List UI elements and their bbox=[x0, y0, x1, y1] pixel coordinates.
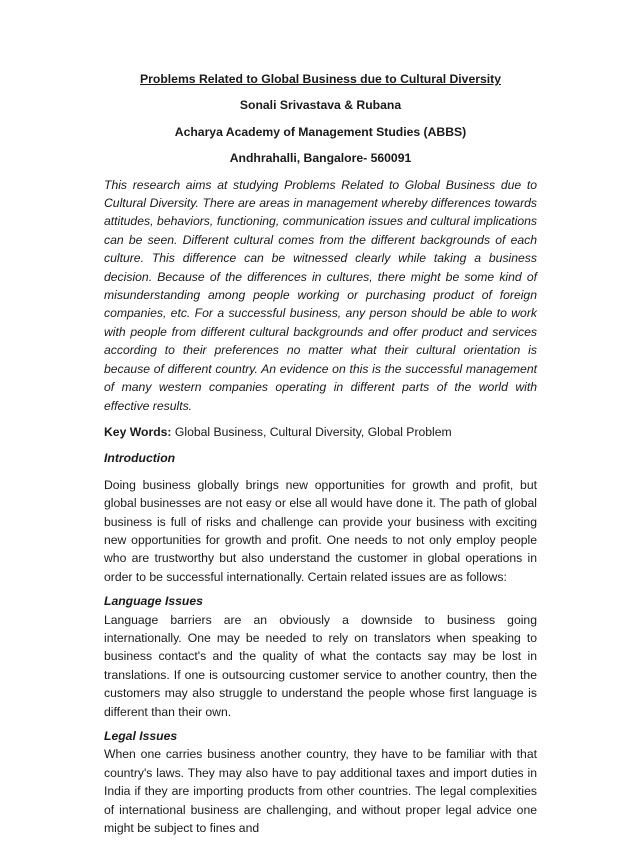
legal-issues-text: When one carries business another country, they have to be familiar with that country's laws. They may also have to pay additional taxes and import duties in India if they are importing products from other countries. The legal complexities of international business are challenging, and without proper legal advice one might be subject to fines and bbox=[104, 747, 537, 836]
paper-address: Andhrahalli, Bangalore- 560091 bbox=[229, 151, 412, 166]
introduction-heading: Introduction bbox=[104, 451, 176, 466]
introduction-text: Doing business globally brings new opportunities for growth and profit, but global businesses are not easy or else all would have done it. The path of global business is full of risks and challenge can provide your business with exciting new opportunities for growth and profit. One needs to not only employ people who are trustworthy but also understand the customer in global operations in order to be successful internationally. Certain related issues are as follows: bbox=[104, 477, 537, 584]
legal-issues-heading: Legal Issues bbox=[104, 729, 178, 743]
paper-authors: Sonali Srivastava & Rubana bbox=[239, 98, 402, 113]
paper-page bbox=[104, 70, 537, 843]
paper-affiliation: Acharya Academy of Management Studies (ABBS) bbox=[174, 124, 467, 139]
language-issues-text: Language barriers are an obviously a downside to business going internationally. One may be needed to rely on translators when speaking to business contact's and the quality of what the contacts say may be lost in translations. If one is outsourcing customer service to another country, then the customers may also struggle to understand the people whose first language is different than their own. bbox=[104, 612, 537, 719]
keywords bbox=[104, 423, 537, 441]
language-issues-heading: Language Issues bbox=[104, 594, 203, 609]
keywords-label: Key Words: bbox=[104, 424, 172, 439]
paper-title: Problems Related to Global Business due to Cultural Diversity bbox=[140, 72, 501, 86]
keywords-text: Global Business, Cultural Diversity, Global Problem bbox=[171, 424, 452, 439]
abstract-text: This research aims at studying Problems Related to Global Business due to Cultural Diversity. There are areas in management whereby differences towards attitudes, behaviors, functioning, communication issues and cultural implications can be seen. Different cultural comes from the different backgrounds of each culture. This difference can be witnessed clearly while taking a business decision. Because of the differences in cultures, there might be some kind of misunderstanding among people working or purchasing product of foreign companies, etc. For a successful business, any person should be able to work with people from different cultural backgrounds and offer product and services according to their preferences no matter what their cultural orientation is because of different country. An evidence on this is the successful management of many western companies operating in different parts of the world with effective results. bbox=[104, 177, 537, 413]
